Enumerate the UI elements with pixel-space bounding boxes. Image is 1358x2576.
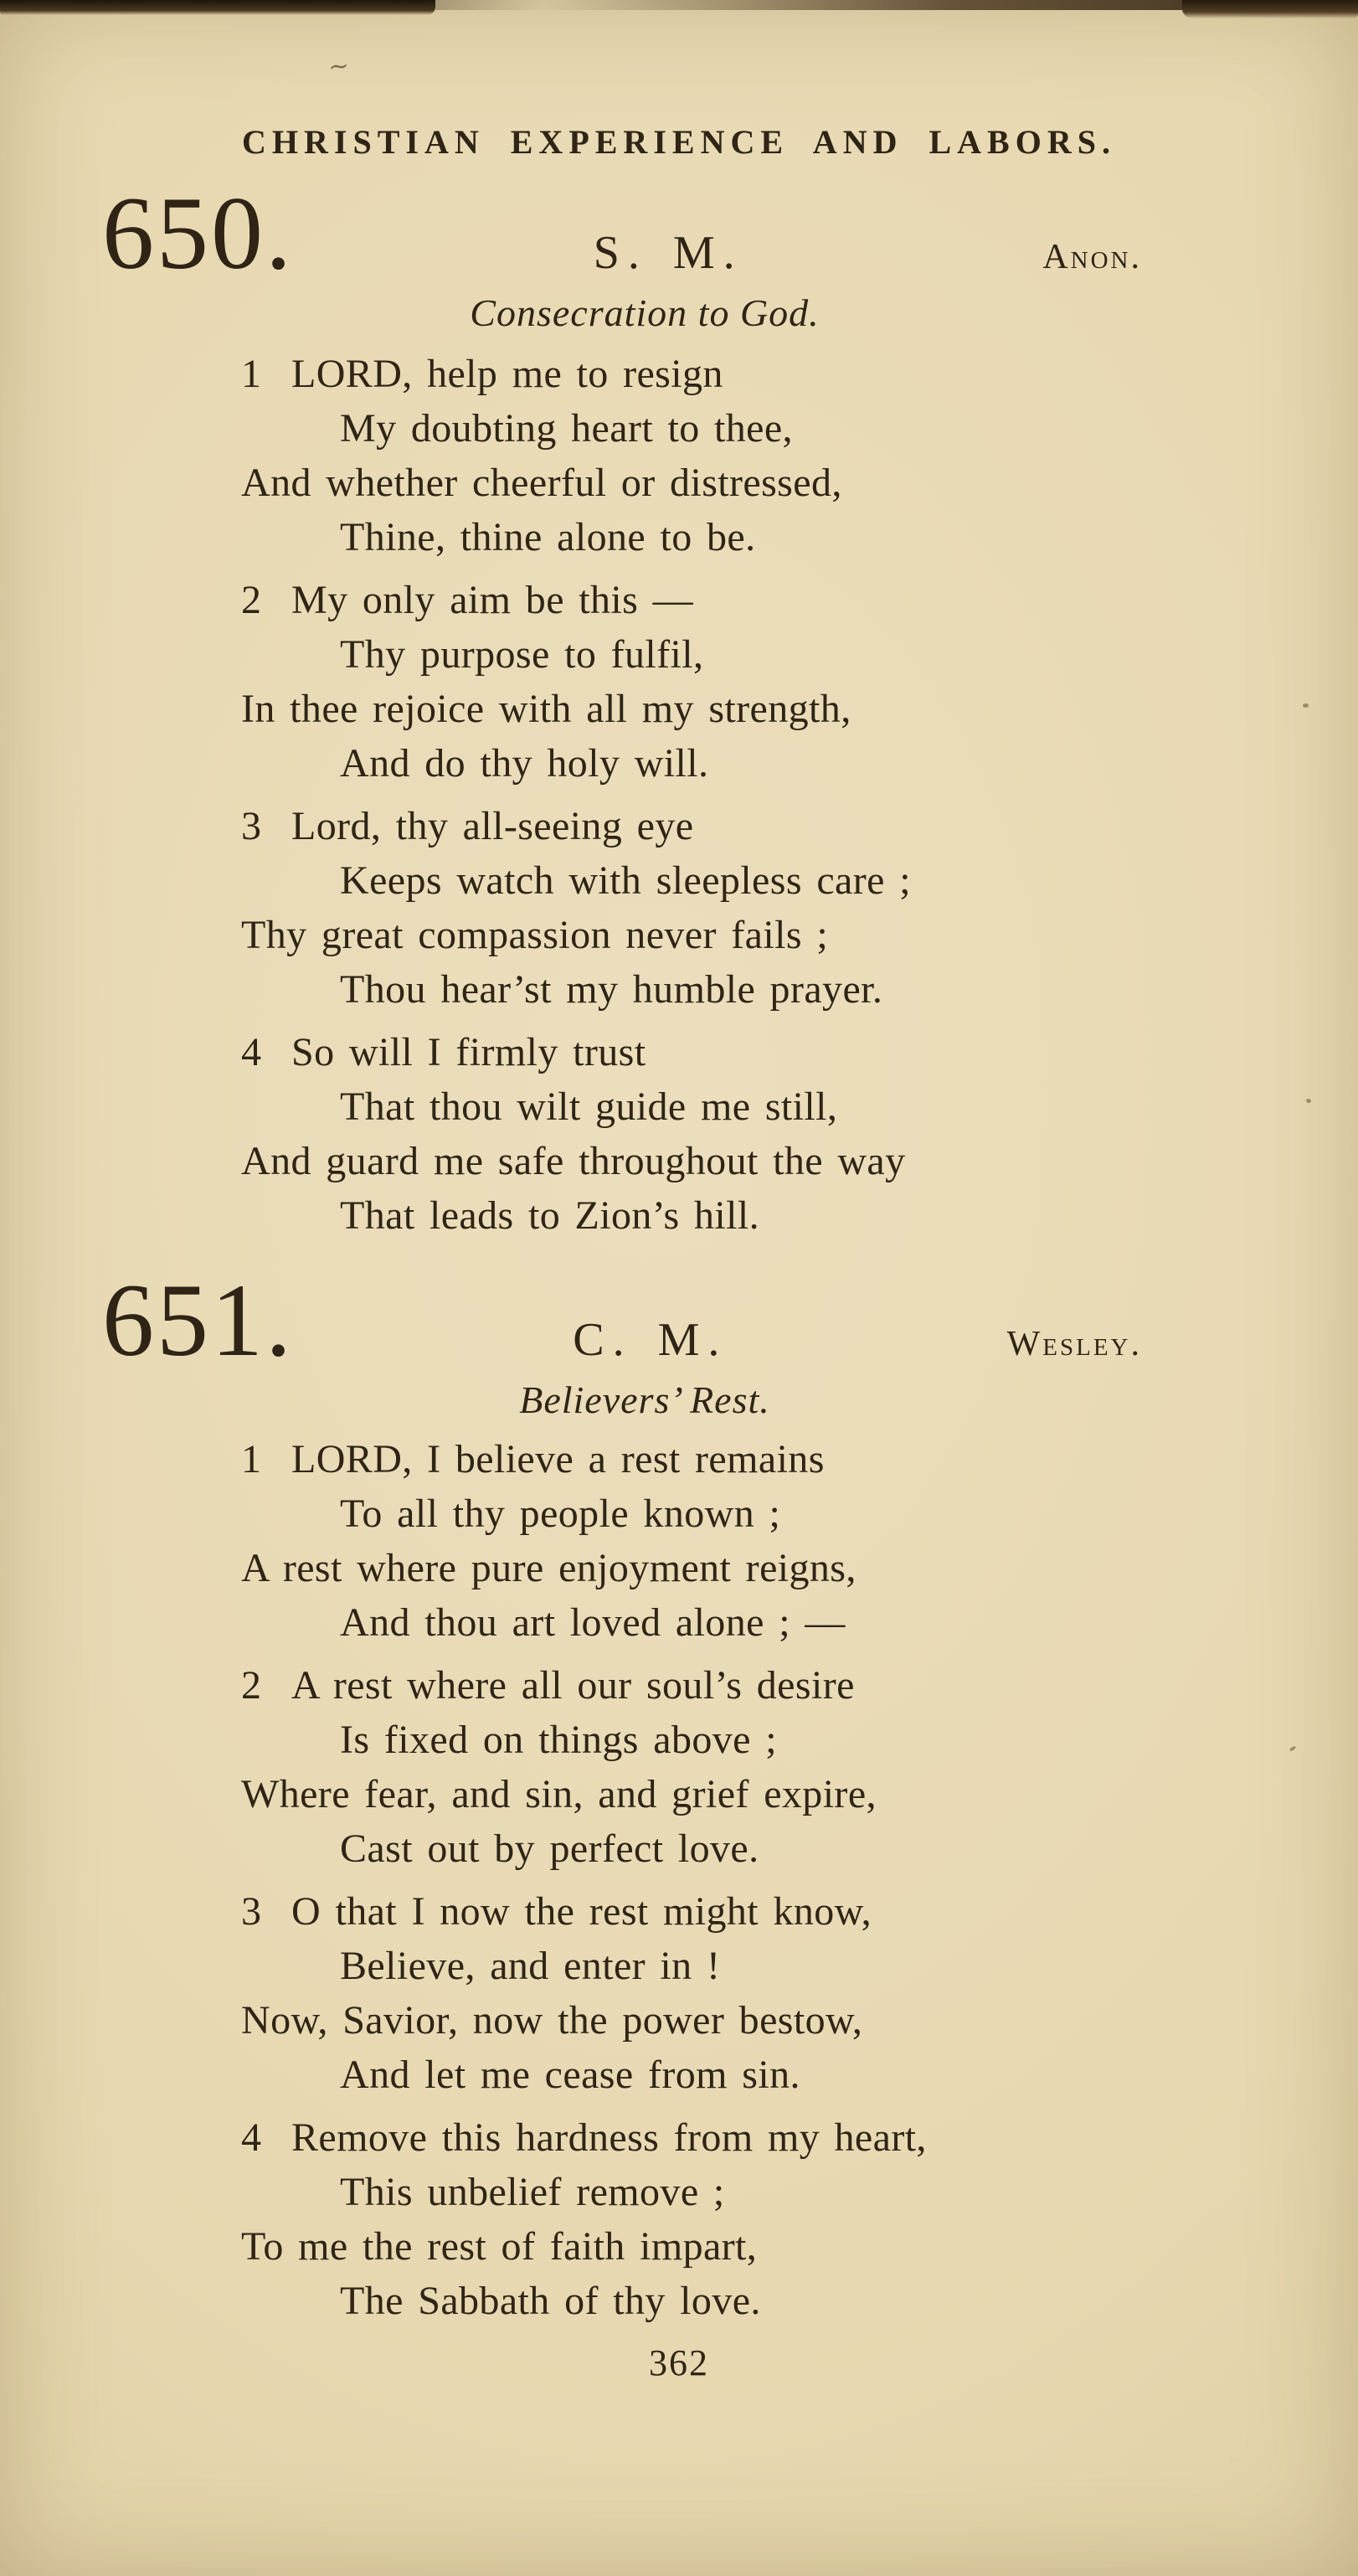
hymn-title: Consecration to God. [470,291,820,334]
page-number: 362 [649,2342,709,2383]
stanza-line: And thou art loved alone ; — [340,1600,846,1645]
stanza [241,1025,1358,1243]
stanza-line: O that I now the rest might know, [291,1888,872,1934]
stanza-number: 4 [241,1029,261,1074]
hymn-stanzas [241,347,1358,1243]
stanza-number: 3 [241,1888,261,1934]
stanza-line: Now, Savior, now the power bestow, [241,1997,863,2043]
stanza-line: And whether cheerful or distressed, [241,460,842,505]
stanza-line: That thou wilt guide me still, [340,1084,838,1129]
hymn-meter: S. M. [593,227,743,279]
stanza-line: A rest where pure enjoyment reigns, [241,1545,856,1590]
stanza-line: This unbelief remove ; [340,2169,725,2214]
stanza-line: Cast out by perfect love. [340,1826,759,1871]
stanza [241,799,1358,1017]
hymn-author: Wesley. [1006,1324,1142,1363]
stanza-line: Keeps watch with sleepless care ; [340,858,911,903]
stanza-line: To all thy people known ; [340,1491,781,1536]
stanza [241,347,1358,564]
page-edge-artifact [1182,0,1358,18]
stanza-number: 1 [241,1436,261,1481]
stanza-line: Is fixed on things above ; [340,1717,777,1762]
stanza-line: Thy great compassion never fails ; [241,912,829,957]
stanza [241,1884,1358,2102]
stanza-line: Thy purpose to fulfil, [340,631,704,677]
stanza-line: Lord, thy all-seeing eye [291,803,694,848]
stanza-line: Remove this hardness from my heart, [291,2115,927,2160]
stanza [241,573,1358,791]
stanza-line: To me the rest of faith impart, [241,2223,758,2269]
stanza-line: LORD, help me to resign [291,351,723,396]
stanza-line: My doubting heart to thee, [340,405,793,451]
stanza-line: Thou hear’st my humble prayer. [340,966,883,1012]
hymn-stanzas [241,1432,1358,2328]
stanza-number: 1 [241,351,261,396]
stanza [241,1432,1358,1650]
hymn-heading [102,1262,1142,1378]
stanza-number: 3 [241,803,261,848]
hymn-author: Anon. [1042,238,1142,276]
hymn-number: 650. [102,176,294,291]
stanza-line: The Sabbath of thy love. [340,2278,761,2323]
stanza-number: 2 [241,1662,261,1708]
stanza [241,1658,1358,1876]
stanza-line: Where fear, and sin, and grief expire, [241,1771,877,1816]
hymn-section-650 [0,176,1358,1243]
stanza-line: LORD, I believe a rest remains [291,1436,825,1481]
stanza-line: And let me cease from sin. [340,2052,800,2097]
page-edge-artifact [0,0,435,15]
stanza-line: And do thy holy will. [340,740,709,786]
hymn-meter: C. M. [573,1313,728,1366]
stanza-line: And guard me safe throughout the way [241,1138,906,1183]
stanza-number: 4 [241,2115,261,2160]
hymn-heading [102,176,1142,291]
print-artifact: ∼ [327,51,351,82]
stanza-line: So will I firmly trust [291,1029,646,1074]
hymn-title: Believers’ Rest. [519,1378,770,1421]
stanza-number: 2 [241,577,261,622]
stanza-line: A rest where all our soul’s desire [291,1662,855,1708]
hymn-number: 651. [102,1262,294,1378]
running-header: CHRISTIAN EXPERIENCE AND LABORS. [242,123,1116,161]
stanza-line: Thine, thine alone to be. [340,514,756,559]
stanza-line: Believe, and enter in ! [340,1943,721,1988]
stanza-line: That leads to Zion’s hill. [340,1193,760,1238]
stanza-line: In thee rejoice with all my strength, [241,686,851,731]
hymn-section-651 [0,1262,1358,2328]
stanza [241,2110,1358,2328]
stanza-line: My only aim be this — [291,577,694,622]
